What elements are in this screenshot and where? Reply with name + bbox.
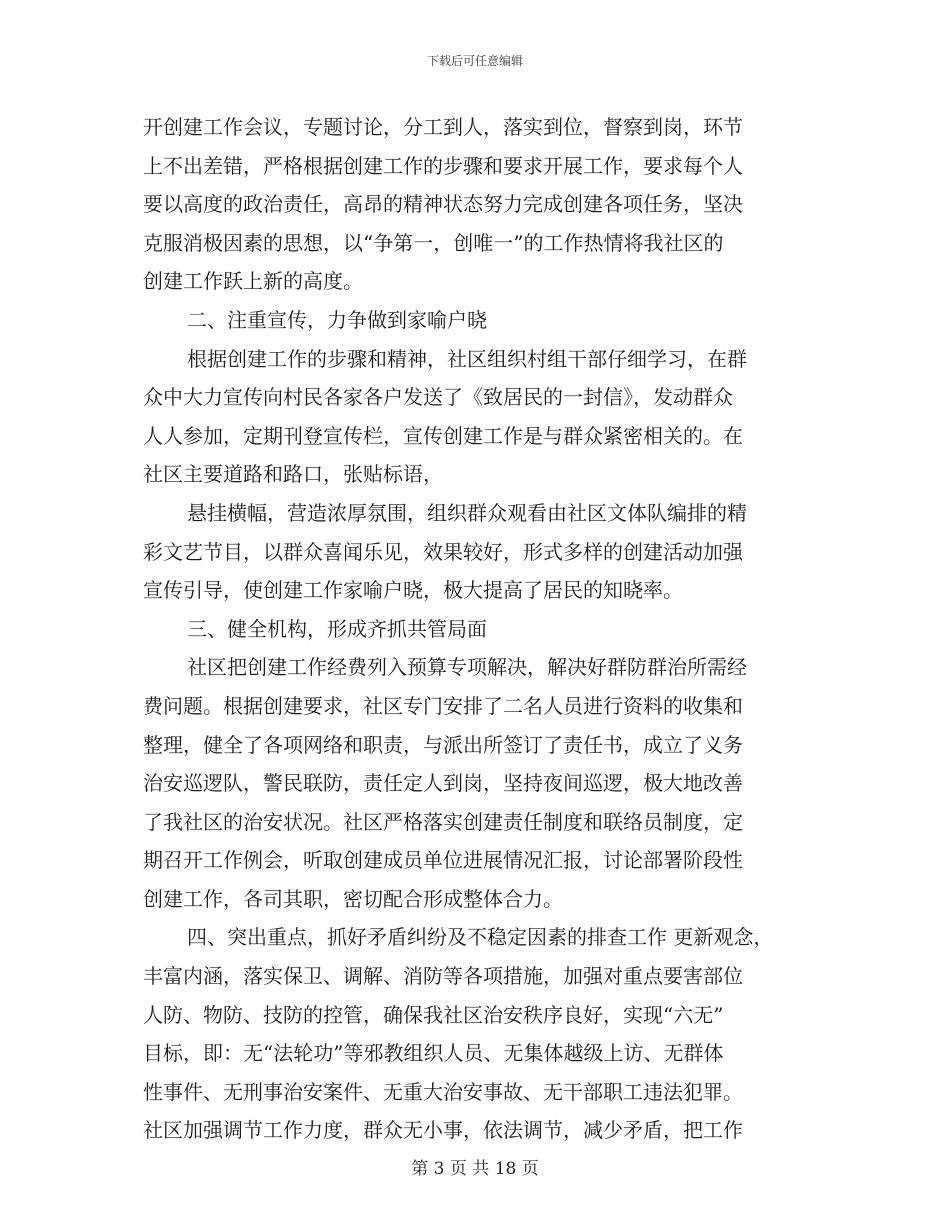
- text-line: 克服消极因素的思想，以“争第一，创唯一”的工作热情将我社区的: [143, 230, 724, 255]
- page-header: 下载后可任意编辑: [426, 54, 523, 68]
- text-line: 目标，即：无“法轮功”等邪教组织人员、无集体越级上访、无群体: [143, 1041, 724, 1066]
- page-number: 第 3 页 共 18 页: [411, 1159, 539, 1179]
- text-line: 二、注重宣传，力争做到家喻户晓: [187, 307, 487, 332]
- text-line: 人人参加，定期刊登宣传栏，宣传创建工作是与群众紧密相关的。在: [143, 423, 743, 448]
- text-line: 社区把创建工作经费列入预算专项解决，解决好群防群治所需经: [187, 655, 747, 680]
- text-line: 众中大力宣传向村民各家各户发送了《致居民的一封信》，发动群众: [143, 385, 733, 410]
- text-line: 了我社区的治安状况。社区严格落实创建责任制度和联络员制度，定: [143, 809, 743, 834]
- text-line: 费问题。根据创建要求，社区专门安排了二名人员进行资料的收集和: [143, 693, 743, 718]
- text-line: 三、健全机构，形成齐抓共管局面: [187, 616, 487, 641]
- text-line: 治安巡逻队，警民联防，责任定人到岗，坚持夜间巡逻，极大地改善: [143, 771, 743, 796]
- text-line: 宣传引导，使创建工作家喻户晓，极大提高了居民的知晓率。: [143, 578, 683, 603]
- text-line: 社区加强调节工作力度，群众无小事，依法调节，减少矛盾，把工作: [143, 1118, 743, 1143]
- text-line: 人防、物防、技防的控管，确保我社区治安秩序良好，实现“六无”: [143, 1002, 724, 1027]
- text-line: 丰富内涵，落实保卫、调解、消防等各项措施，加强对重点要害部位: [143, 964, 743, 989]
- text-line: 创建工作跃上新的高度。: [143, 269, 363, 294]
- text-line: 期召开工作例会，听取创建成员单位进展情况汇报，讨论部署阶段性: [143, 848, 743, 873]
- text-line: 彩文艺节目，以群众喜闻乐见，效果较好，形式多样的创建活动加强: [143, 539, 743, 564]
- text-line: 开创建工作会议，专题讨论，分工到人，落实到位，督察到岗，环节: [143, 115, 743, 139]
- text-line: 要以高度的政治责任，高昂的精神状态努力完成创建各项任务，坚决: [143, 192, 743, 217]
- text-line: 创建工作，各司其职，密切配合形成整体合力。: [143, 886, 563, 911]
- text-line: 四、突出重点，抓好矛盾纠纷及不稳定因素的排查工作 更新观念，: [187, 925, 774, 950]
- text-line: 社区主要道路和路口，张贴标语，: [143, 462, 443, 487]
- text-line: 性事件、无刑事治安案件、无重大治安事故、无干部职工违法犯罪。: [143, 1079, 743, 1104]
- text-line: 整理，健全了各项网络和职责，与派出所签订了责任书，成立了义务: [143, 732, 743, 757]
- text-line: 上不出差错，严格根据创建工作的步骤和要求开展工作，要求每个人: [143, 153, 743, 178]
- document-body: [143, 108, 819, 1150]
- text-line: 根据创建工作的步骤和精神，社区组织村组干部仔细学习，在群: [187, 346, 747, 371]
- text-line: 悬挂横幅，营造浓厚氛围，组织群众观看由社区文体队编排的精: [187, 500, 747, 525]
